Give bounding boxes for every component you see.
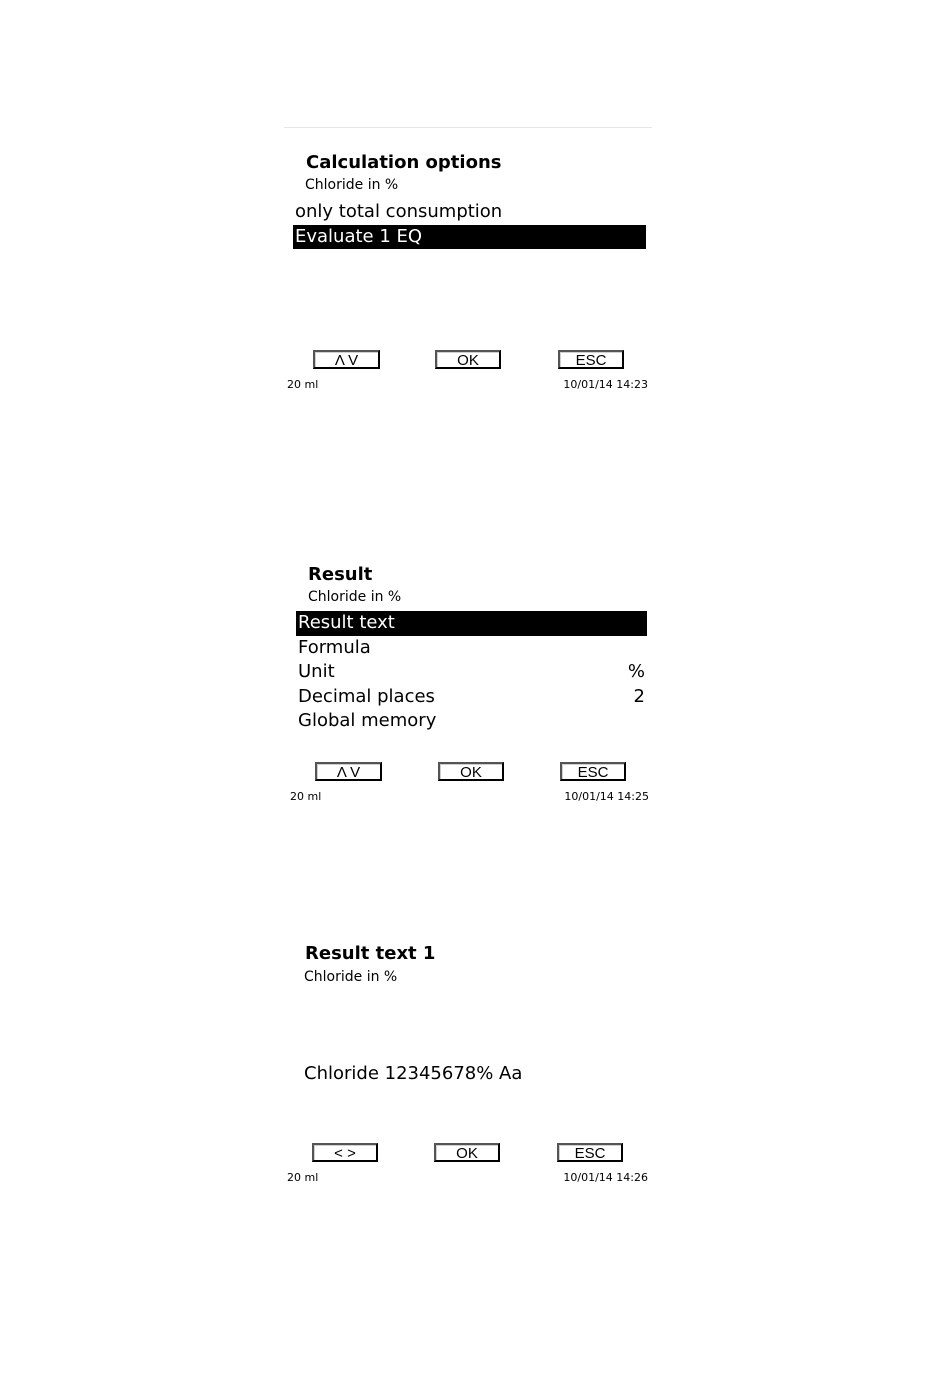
- nav-up-down-button[interactable]: Λ V: [313, 350, 380, 369]
- esc-button[interactable]: ESC: [560, 762, 626, 781]
- screen-title: Calculation options: [306, 152, 502, 173]
- menu-item-formula[interactable]: [296, 636, 647, 661]
- screen-subtitle: Chloride in %: [308, 589, 402, 605]
- top-divider: [284, 127, 652, 128]
- esc-button[interactable]: ESC: [558, 350, 624, 369]
- ok-button[interactable]: OK: [438, 762, 504, 781]
- screen-subtitle: Chloride in %: [304, 969, 398, 985]
- menu-item-unit[interactable]: [296, 660, 647, 685]
- menu-item-label: Evaluate 1 EQ: [295, 225, 423, 247]
- menu-item-decimal-places[interactable]: [296, 685, 647, 710]
- result-screen: [287, 552, 655, 812]
- datetime-status: 10/01/14 14:26: [563, 1171, 648, 1184]
- screen-title: Result: [308, 564, 373, 585]
- result-menu: [296, 611, 647, 734]
- menu-item-global-memory[interactable]: [296, 709, 647, 734]
- menu-item-label: only total consumption: [295, 201, 503, 222]
- datetime-status: 10/01/14 14:25: [564, 790, 649, 803]
- options-menu: [293, 200, 646, 249]
- menu-item-value: 2: [633, 685, 645, 707]
- ok-button[interactable]: OK: [435, 350, 501, 369]
- result-text-screen: [284, 933, 652, 1193]
- menu-item-result-text[interactable]: [296, 611, 647, 636]
- nav-left-right-button[interactable]: < >: [312, 1143, 378, 1162]
- volume-status: 20 ml: [287, 378, 319, 391]
- screen-subtitle: Chloride in %: [305, 177, 399, 193]
- result-text-input[interactable]: Chloride 12345678% Aa: [304, 1063, 523, 1084]
- menu-item-value: %: [627, 661, 645, 682]
- volume-status: 20 ml: [287, 1171, 319, 1184]
- menu-item-only-total-consumption[interactable]: [293, 200, 646, 225]
- screen-title: Result text 1: [305, 943, 436, 964]
- menu-item-label: Result text: [298, 612, 395, 633]
- menu-item-label: Decimal places: [298, 685, 435, 707]
- ok-button[interactable]: OK: [434, 1143, 500, 1162]
- nav-up-down-button[interactable]: Λ V: [315, 762, 382, 781]
- menu-item-label: Unit: [298, 661, 335, 682]
- calculation-options-screen: [284, 140, 652, 400]
- volume-status: 20 ml: [290, 790, 322, 803]
- menu-item-label: Global memory: [298, 710, 437, 731]
- datetime-status: 10/01/14 14:23: [563, 378, 648, 391]
- esc-button[interactable]: ESC: [557, 1143, 623, 1162]
- menu-item-evaluate-1-eq[interactable]: [293, 225, 646, 250]
- menu-item-label: Formula: [298, 636, 371, 658]
